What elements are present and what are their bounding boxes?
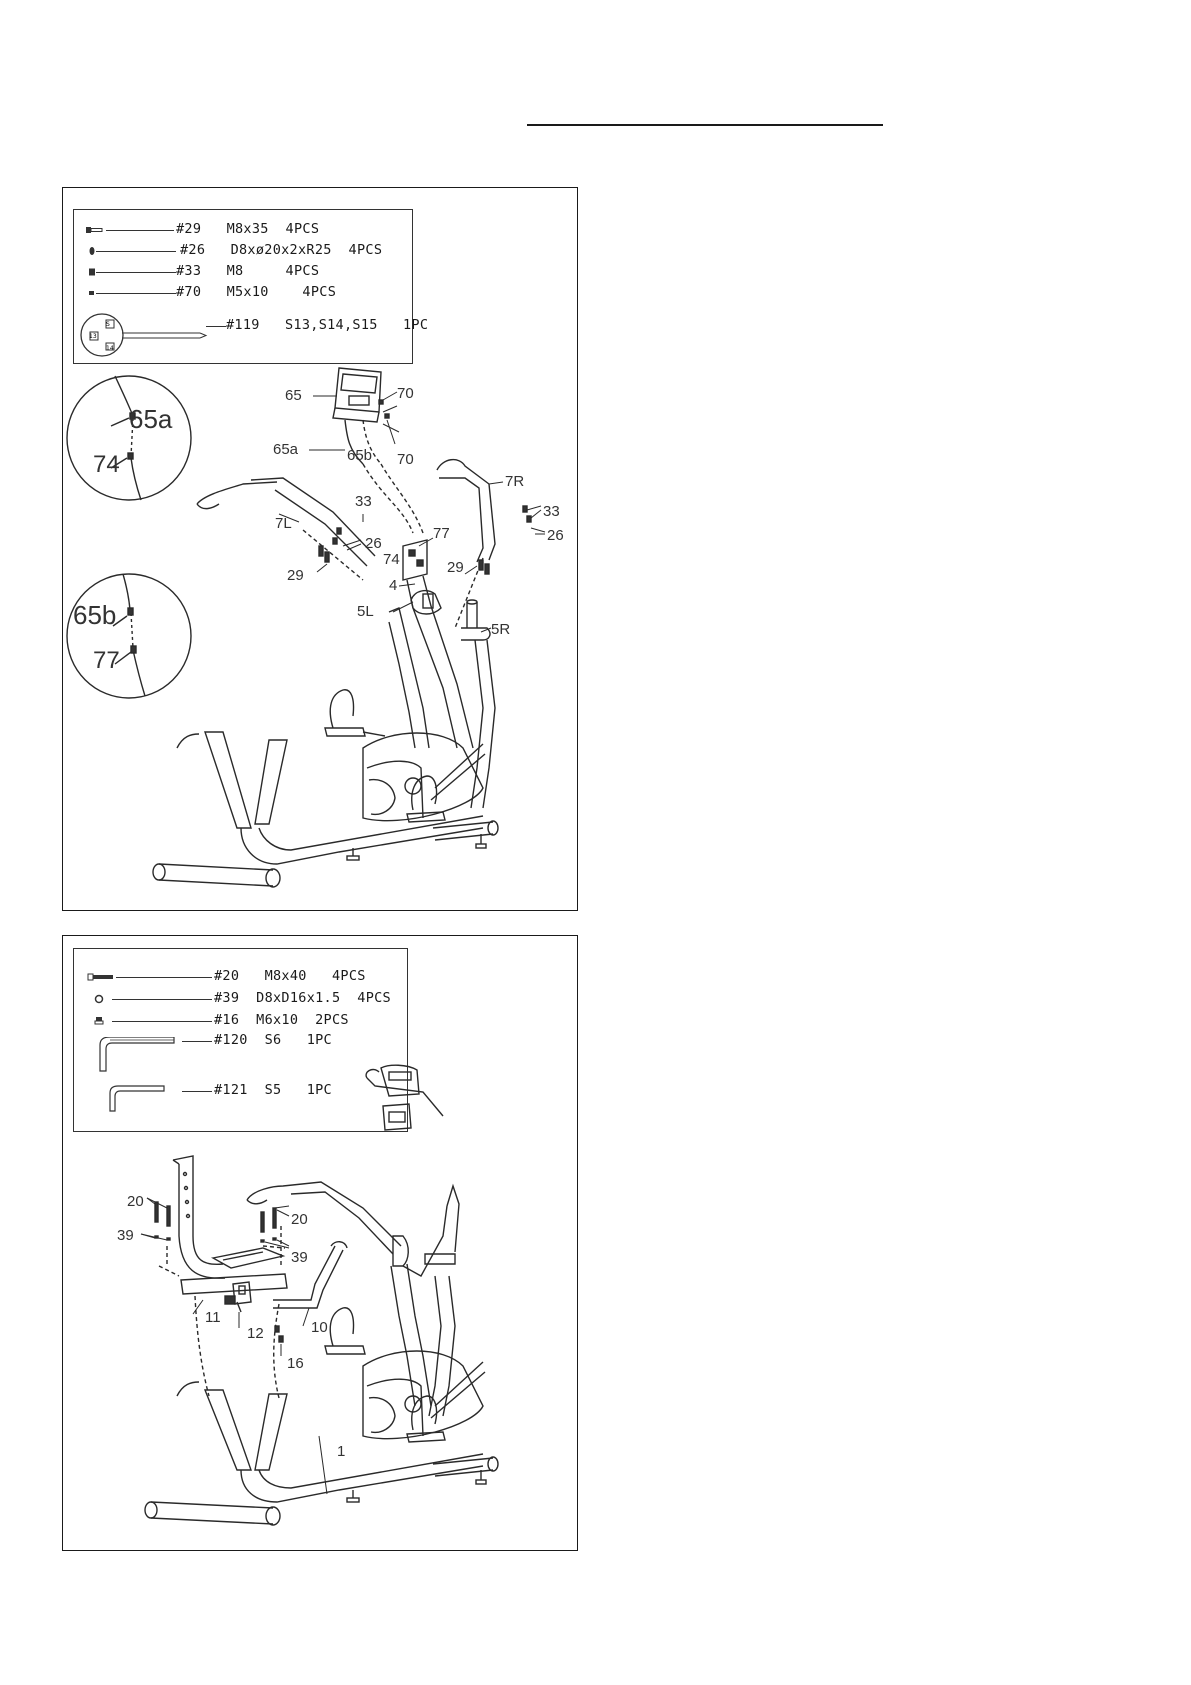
callout-7R: 7R	[505, 473, 525, 490]
fasteners-left	[319, 528, 341, 562]
detail-circle-65a-74	[67, 376, 191, 500]
part-label: #16 M6x10 2PCS	[214, 1012, 349, 1028]
callout-70: 70	[397, 451, 414, 468]
callout-11: 11	[205, 1309, 221, 1326]
callout-65: 65	[285, 387, 302, 404]
pedal-lower	[407, 776, 445, 822]
callout-7L: 7L	[275, 515, 292, 532]
callout-20: 20	[127, 1193, 144, 1210]
callout-33: 33	[543, 503, 560, 520]
callout-12: 12	[247, 1325, 264, 1342]
console-assembled	[366, 1065, 443, 1130]
detail-label-77: 77	[93, 647, 120, 674]
callout-1: 1	[337, 1443, 346, 1460]
callout-26: 26	[547, 527, 564, 544]
base-frame	[153, 732, 498, 887]
callout-77: 77	[433, 525, 450, 542]
callout-39: 39	[291, 1249, 308, 1266]
backrest-frame	[173, 1156, 283, 1278]
pedal-upper	[325, 1308, 365, 1354]
part-label: #70 M5x10 4PCS	[176, 284, 337, 300]
detail-label-65b: 65b	[73, 600, 117, 630]
callout-65a: 65a	[273, 441, 299, 458]
detail-label-65a: 65a	[129, 404, 173, 434]
callout-29: 29	[447, 559, 464, 576]
callout-20: 20	[291, 1211, 308, 1228]
callout-5L: 5L	[357, 603, 374, 620]
part-label: #20 M8x40 4PCS	[214, 968, 366, 984]
part-label: #119 S13,S14,S15 1PC	[226, 317, 429, 333]
center-post-assembled	[391, 1186, 459, 1416]
wrench-size-label: 14	[106, 345, 114, 352]
seat-handle-10	[273, 1242, 347, 1308]
step3-assembly-panel	[62, 187, 578, 911]
pivot-5L	[411, 591, 441, 614]
part-label: #39 D8xD16x1.5 4PCS	[214, 990, 391, 1006]
step4-assembly-panel	[62, 935, 578, 1551]
callout-70: 70	[397, 385, 414, 402]
part-label: #26 D8xø20x2xR25 4PCS	[180, 242, 383, 258]
callout-16: 16	[287, 1355, 304, 1372]
callout-39: 39	[117, 1227, 134, 1244]
part-label: #33 M8 4PCS	[176, 263, 320, 279]
callout-10: 10	[311, 1319, 328, 1336]
part-label: #121 S5 1PC	[214, 1082, 332, 1098]
wrench-size-label: S	[106, 321, 110, 328]
callout-33: 33	[355, 493, 372, 510]
right-handlebar-7R	[437, 460, 495, 628]
step3-exploded-diagram	[63, 188, 579, 912]
title-underline	[527, 124, 883, 126]
detail-label-74: 74	[93, 451, 120, 478]
callout-5R: 5R	[491, 621, 511, 638]
detail-circle-65b-77	[67, 574, 191, 698]
wrench-size-label: 13	[89, 333, 97, 340]
callout-65b: 65b	[347, 447, 373, 464]
part-label: #120 S6 1PC	[214, 1032, 332, 1048]
callout-4: 4	[389, 577, 398, 594]
pedal-upper	[325, 690, 385, 736]
step4-exploded-diagram	[63, 936, 579, 1552]
part-label: #29 M8x35 4PCS	[176, 221, 320, 237]
callout-74: 74	[383, 551, 400, 568]
callout-26: 26	[365, 535, 382, 552]
callout-29: 29	[287, 567, 304, 584]
seat-rail-11-12	[181, 1274, 287, 1312]
